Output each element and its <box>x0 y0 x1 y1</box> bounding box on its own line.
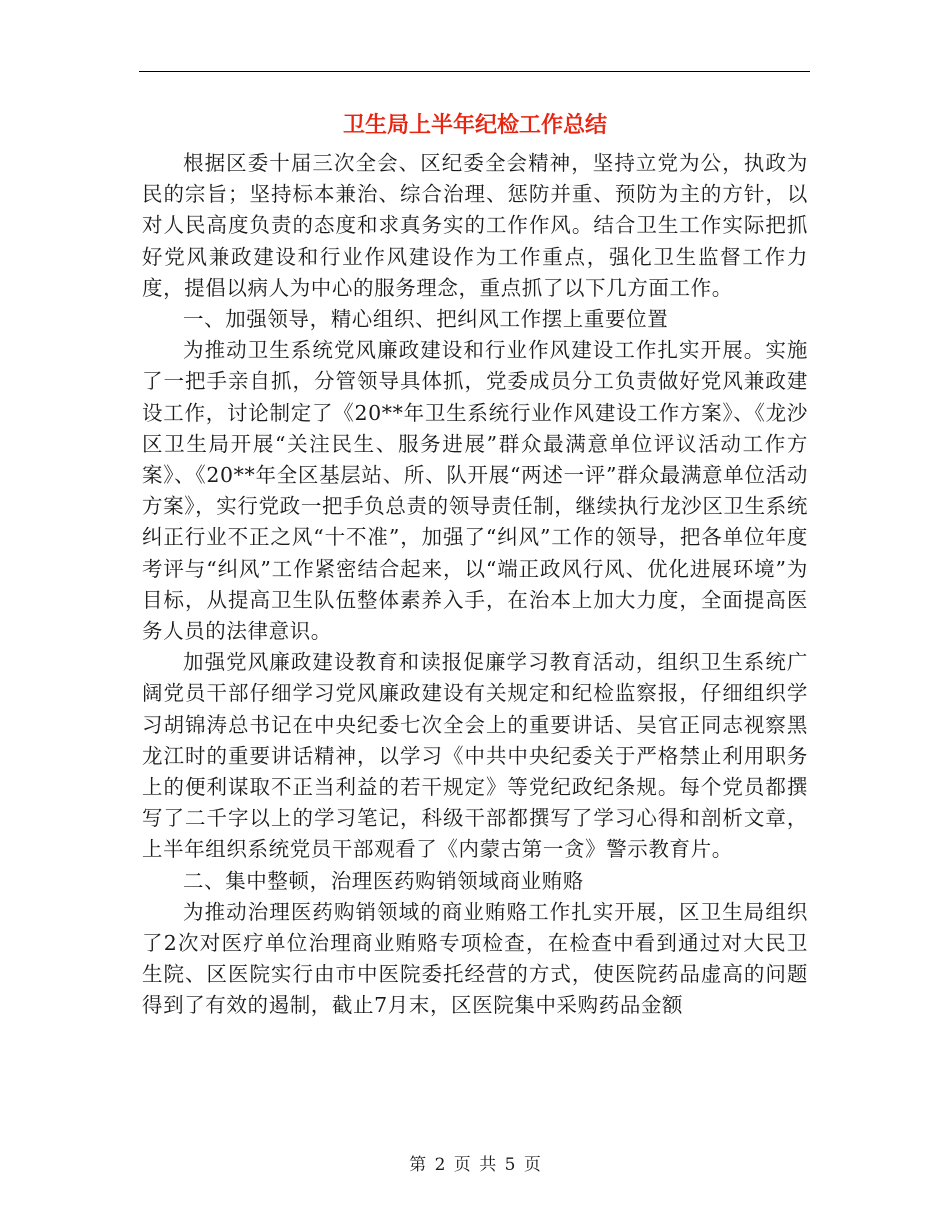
document-title: 卫生局上半年纪检工作总结 <box>342 113 607 138</box>
paragraph-section1-b: 加强党风廉政建设教育和读报促廉学习教育活动，组织卫生系统广阔党员干部仔细学习党风廉政建设有关规定和纪检监察报，仔细组织学习胡锦涛总书记在中央纪委七次全会上的重要讲话、吴官正同志视察黑龙江时的重要讲话精神，以学习《中共中央纪委关于严格禁止利用职务上的便利谋取不正当利益的若干规定》等党纪政纪条规。每个党员都撰写了二千字以上的学习笔记，科级干部都撰写了学习心得和剖析文章，上半年组织系统党员干部观看了《内蒙古第一贪》警示教育片。 <box>142 650 808 862</box>
section-heading-2: 二、集中整顿，治理医药购销领域商业贿赂 <box>183 868 584 893</box>
section-heading-1: 一、加强领导，精心组织、把纠风工作摆上重要位置 <box>183 307 669 332</box>
paragraph-intro: 根据区委十届三次全会、区纪委全会精神，坚持立党为公，执政为民的宗旨；坚持标本兼治、综合治理、惩防并重、预防为主的方针，以对人民高度负责的态度和求真务实的工作作风。结合卫生工作实际把抓好党风兼政建设和行业作风建设作为工作重点，强化卫生监督工作力度，提倡以病人为中心的服务理念，重点抓了以下几方面工作。 <box>142 151 808 300</box>
paragraph-section2-a: 为推动治理医药购销领域的商业贿赂工作扎实开展，区卫生局组织了2次对医疗单位治理商业贿赂专项检查，在检查中看到通过对大民卫生院、区医院实行由市中医院委托经营的方式，使医院药品虚高的问题得到了有效的遏制，截止7月末，区医院集中采购药品金额 <box>142 899 808 1018</box>
paragraph-section1-a: 为推动卫生系统党风廉政建设和行业作风建设工作扎实开展。实施了一把手亲自抓，分管领导具体抓，党委成员分工负责做好党风兼政建设工作，讨论制定了《20**年卫生系统行业作风建设工作方案》、《龙沙区卫生局开展“关注民生、服务进展”群众最满意单位评议活动工作方案》、《20**年全区基层站、所、队开展“两述一评”群众最满意单位活动方案》，实行党政一把手负总责的领导责任制，继续执行龙沙区卫生系统纠正行业不正之风“十不准”，加强了“纠风”工作的领导，把各单位年度考评与“纠风”工作紧密结合起来，以“端正政风行风、优化进展环境”为目标，从提高卫生队伍整体素养入手，在治本上加大力度，全面提高医务人员的法律意识。 <box>142 338 808 644</box>
document-body <box>142 148 808 1022</box>
header-rule <box>139 71 810 72</box>
page-number-footer: 第 2 页 共 5 页 <box>409 1155 541 1175</box>
